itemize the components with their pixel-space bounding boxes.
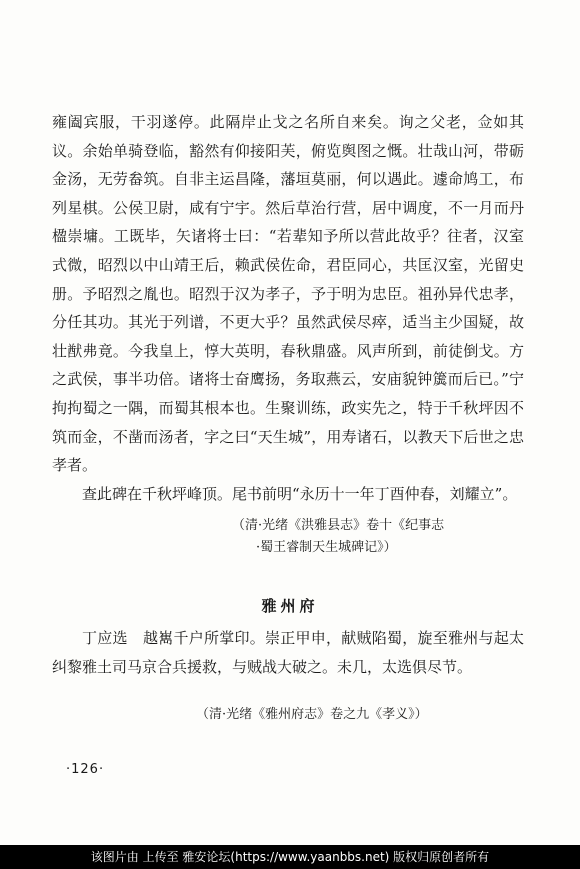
page-number: ·126· [66,762,105,777]
section-text-block [52,624,524,681]
citation-line: （清·光绪《雅州府志》卷之九《孝义》） [196,707,428,722]
main-text-block [52,108,524,508]
citation-line: ·蜀王睿制天生城碑记》） [256,540,397,555]
watermark-footer: 该图片由 上传至 雅安论坛(https://www.yaanbbs.net) 版权归原创者所有 [0,845,580,869]
citation-line: （清·光绪《洪雅县志》卷十《纪事志 [232,518,445,533]
paragraph: 雍阖宾服，干羽遂停。此隔岸止戈之名所自来矣。询之父老，佥如其议。余始单骑登临，豁然有仰接阳芙，俯览舆图之慨。壮哉山河，带砺金汤，无劳畚筑。自非主运昌隆，藩垣莫丽，何以遇此。遽命鸠工，布列星棋。公侯卫尉，咸有宁宇。然后草治行营，居中调度，不一月而丹楹崇墉。工既毕，矢诸将士曰：“若辈知予所以营此故乎？往者，汉室式微，昭烈以中山靖王后，赖武侯佐命，君臣同心，共匡汉室，光留史册。予昭烈之胤也。昭烈于汉为孝子，予于明为忠臣。祖孙异代忠孝，分任其功。其光于列谱，不更大乎？虽然武侯尽瘁，适当主少国疑，故壮猷弗竟。今我皇上，惇大英明，春秋鼎盛。风声所到，前徒倒戈。方之武侯，事半功倍。诸将士奋鹰扬，务取燕云，安庙貌钟簴而后已。”宁拘拘蜀之一隅，而蜀其根本也。生聚训练，政实先之，特于千秋坪因不筑而金，不凿而汤者，字之曰“天生城”，用寿诸石，以教天下后世之忠孝者。 [52,113,524,475]
paragraph: 丁应选 越嶲千户所掌印。崇正甲申，献贼陷蜀，旋至雅州与起太纠黎雅土司马京合兵援救，与贼战大破之。未几，太选俱尽节。 [52,629,524,676]
paragraph: 查此碑在千秋坪峰顶。尾书前明“永历十一年丁酉仲春，刘耀立”。 [82,484,518,503]
section-title: 雅州府 [261,597,319,615]
